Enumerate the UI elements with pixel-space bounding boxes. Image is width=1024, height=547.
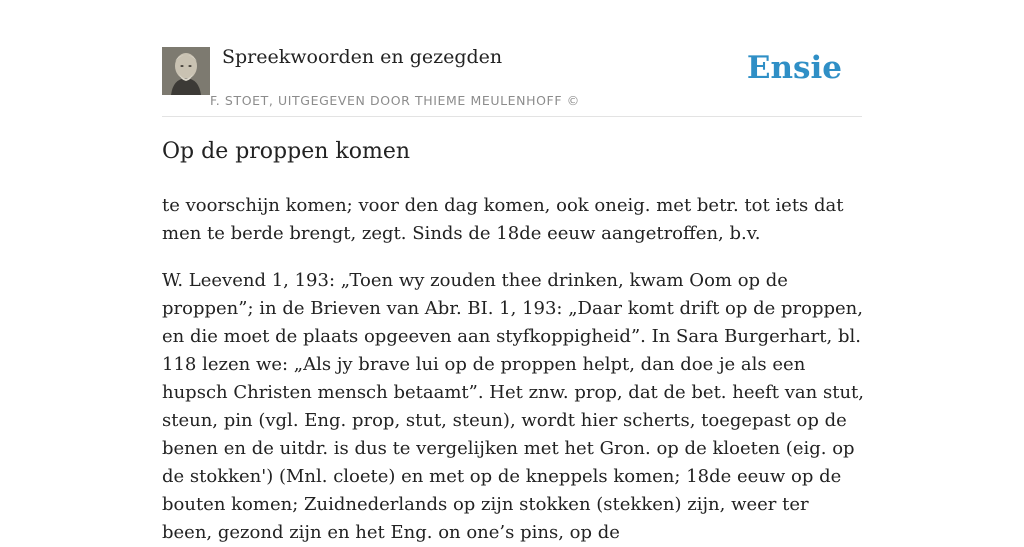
entry-paragraph: te voorschijn komen; voor den dag komen, ook oneig. met betr. tot iets dat men te berde brengt, zegt. Sinds de 18de eeuw aangetroffen, b.v. xyxy=(162,195,844,244)
source-credit: F. STOET, UITGEGEVEN DOOR THIEME MEULENHOFF © xyxy=(210,93,580,108)
source-title[interactable]: Spreekwoorden en gezegden xyxy=(222,46,503,68)
author-portrait-icon[interactable] xyxy=(162,47,210,95)
ensie-logo[interactable]: Ensie xyxy=(746,50,842,86)
source-header xyxy=(162,46,862,117)
entry-paragraph: W. Leevend 1, 193: „Toen wy zouden thee drinken, kwam Oom op de proppen”; in de Brieven van Abr. BI. 1, 193: „Daar komt drift op de proppen, en die moet de plaats opgeeven aan styfkoppigheid”. In Sara Burgerhart, bl. 118 lezen we: „Als jy brave lui op de proppen helpt, dan doe je als een hupsch Christen mensch betaamt”. Het znw. prop, dat de bet. heeft van stut, steun, pin (vgl. Eng. prop, stut, steun), wordt hier scherts, toegepast op de benen en de uitdr. is dus te vergelijken met het Gron. op de kloeten (eig. op de stokken') (Mnl. cloete) en met op de kneppels komen; 18de eeuw op de bouten komen; Zuidnederlands op zijn stokken (stekken) zijn, weer ter been, gezond zijn en het Eng. on one’s pins, op de xyxy=(162,270,864,543)
entry-title: Op de proppen komen xyxy=(162,139,411,164)
